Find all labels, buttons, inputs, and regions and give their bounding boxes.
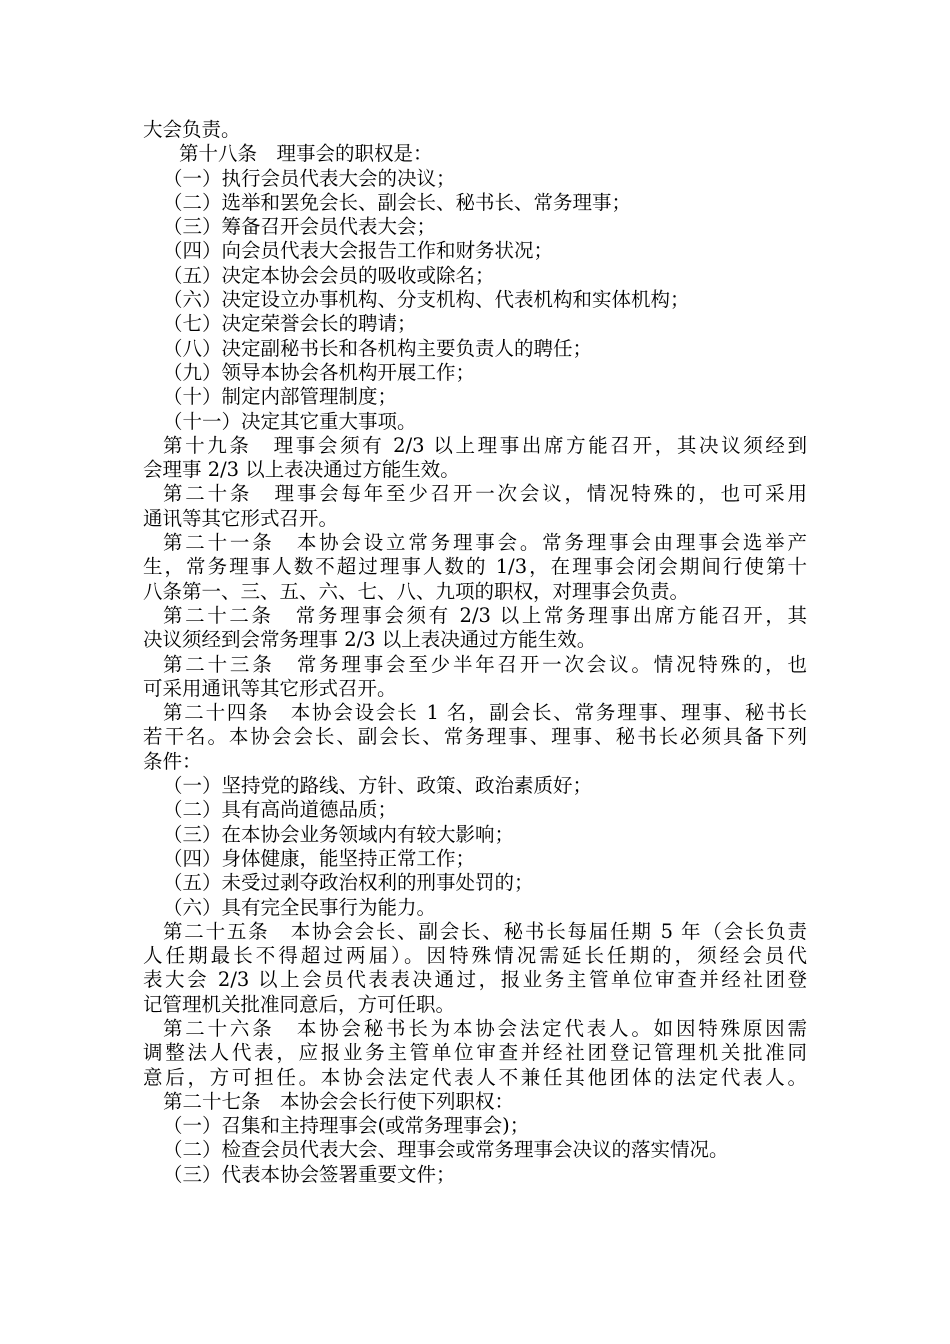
text-line: （五）决定本协会会员的吸收或除名；	[163, 263, 495, 287]
text-line: （九）领导本协会各机构开展工作；	[163, 360, 476, 384]
text-line: （二）检查会员代表大会、理事会或常务理事会决议的落实情况。	[163, 1138, 729, 1162]
text-line: 第十八条 理事会的职权是：	[179, 142, 433, 166]
text-line: 第二十七条 本协会会长行使下列职权：	[163, 1089, 515, 1113]
text-line: 可采用通讯等其它形式召开。	[143, 676, 397, 700]
text-line: （一）执行会员代表大会的决议；	[163, 166, 456, 190]
text-line: （三）筹备召开会员代表大会；	[163, 215, 437, 239]
text-line: 八条第一、三、五、六、七、八、九项的职权，对理事会负责。	[143, 579, 690, 603]
text-line: 大会负责。	[143, 118, 241, 141]
text-line: 第二十五条 本协会会长、副会长、秘书长每届任期 5 年（会长负责	[163, 919, 807, 943]
text-line: （三）在本协会业务领域内有较大影响；	[163, 822, 515, 846]
text-line: （二）选举和罢免会长、副会长、秘书长、常务理事；	[163, 190, 632, 214]
text-line: 若干名。本协会会长、副会长、常务理事、理事、秘书长必须具备下列	[143, 725, 807, 749]
text-line: 第二十一条 本协会设立常务理事会。常务理事会由理事会选举产	[163, 531, 807, 555]
text-line: 第二十六条 本协会秘书长为本协会法定代表人。如因特殊原因需	[163, 1016, 807, 1040]
text-line: （五）未受过剥夺政治权利的刑事处罚的；	[163, 871, 534, 895]
text-line: 决议须经到会常务理事 2/3 以上表决通过方能生效。	[143, 628, 597, 652]
text-line: （六）具有完全民事行为能力。	[163, 895, 437, 919]
text-line: 第二十三条 常务理事会至少半年召开一次会议。情况特殊的，也	[163, 652, 807, 676]
document-page	[143, 118, 807, 1187]
text-line: 通讯等其它形式召开。	[143, 506, 339, 530]
text-line: （四）身体健康，能坚持正常工作；	[163, 846, 476, 870]
text-line: 条件：	[143, 749, 202, 773]
text-line: 表大会 2/3 以上会员代表表决通过，报业务主管单位审查并经社团登	[143, 968, 807, 992]
text-line: （三）代表本协会签署重要文件；	[163, 1162, 456, 1186]
text-line: （十一）决定其它重大事项。	[163, 409, 417, 433]
text-line: 人任期最长不得超过两届）。因特殊情况需延长任期的，须经会员代	[143, 944, 807, 968]
text-line: 第二十四条 本协会设会长 1 名，副会长、常务理事、理事、秘书长	[163, 701, 807, 725]
text-line: （四）向会员代表大会报告工作和财务状况；	[163, 239, 554, 263]
text-line: 第二十条 理事会每年至少召开一次会议，情况特殊的，也可采用	[163, 482, 807, 506]
text-line: 意后，方可担任。本协会法定代表人不兼任其他团体的法定代表人。	[143, 1065, 807, 1089]
text-line: （十）制定内部管理制度；	[163, 385, 398, 409]
text-line: 第十九条 理事会须有 2/3 以上理事出席方能召开，其决议须经到	[163, 433, 807, 457]
text-line: （一）召集和主持理事会(或常务理事会)；	[163, 1114, 530, 1138]
text-line: 调整法人代表，应报业务主管单位审查并经社团登记管理机关批准同	[143, 1041, 807, 1065]
text-line: （六）决定设立办事机构、分支机构、代表机构和实体机构；	[163, 288, 690, 312]
text-line: 会理事 2/3 以上表决通过方能生效。	[143, 458, 460, 482]
text-line: 记管理机关批准同意后，方可任职。	[143, 992, 456, 1016]
text-line: 生，常务理事人数不超过理事人数的 1/3，在理事会闭会期间行使第十	[143, 555, 807, 579]
text-line: （七）决定荣誉会长的聘请；	[163, 312, 417, 336]
text-line: （一）坚持党的路线、方针、政策、政治素质好；	[163, 774, 593, 798]
text-line: （八）决定副秘书长和各机构主要负责人的聘任；	[163, 336, 593, 360]
text-line: （二）具有高尚道德品质；	[163, 798, 398, 822]
text-line: 第二十二条 常务理事会须有 2/3 以上常务理事出席方能召开，其	[163, 603, 807, 627]
